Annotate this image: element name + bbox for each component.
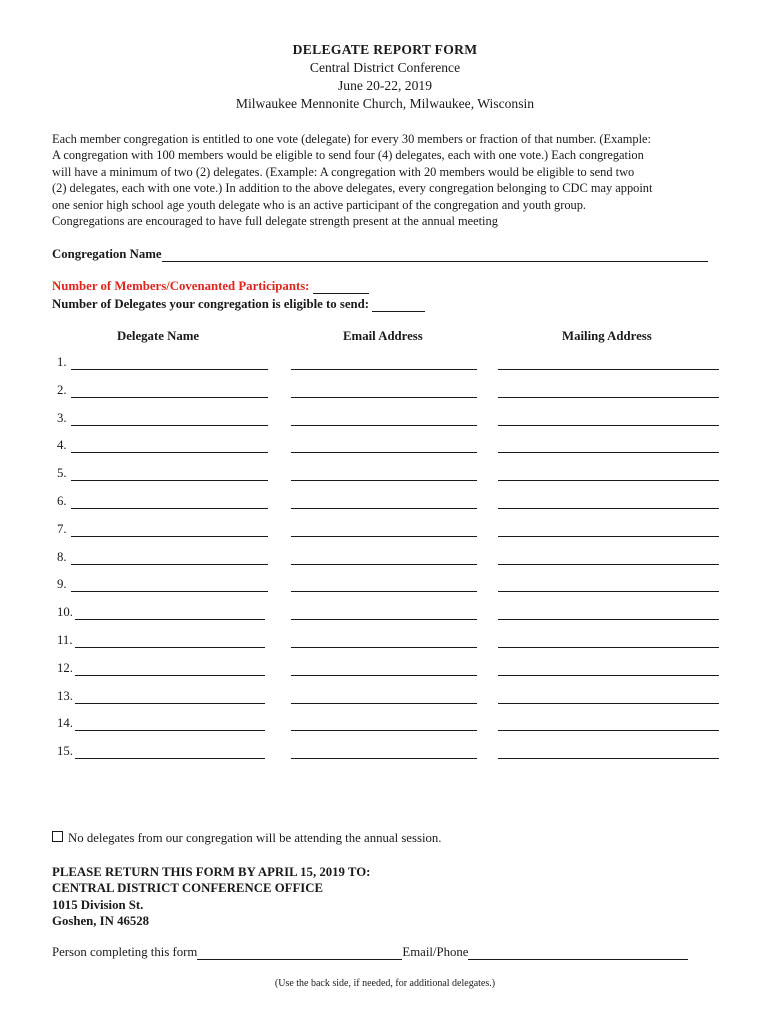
delegate-name-input[interactable] xyxy=(71,480,268,481)
row-number: 14. xyxy=(57,716,73,731)
mailing-address-input[interactable] xyxy=(498,452,719,453)
delegate-name-input[interactable] xyxy=(71,369,268,370)
members-field xyxy=(52,279,369,294)
row-number: 6. xyxy=(57,494,67,508)
mailing-address-input[interactable] xyxy=(498,730,719,731)
email-address-input[interactable] xyxy=(291,619,477,620)
delegate-name-input[interactable] xyxy=(71,564,268,565)
mailing-address-input[interactable] xyxy=(498,647,719,648)
delegate-row xyxy=(0,550,770,570)
intro-line: Each member congregation is entitled to one vote (delegate) for every 30 members or fraction of that number. (Example: xyxy=(52,132,652,146)
intro-line: Congregations are encouraged to have full delegate strength present at the annual meeting xyxy=(52,214,498,229)
no-delegates-checkbox[interactable] xyxy=(52,831,63,842)
delegate-name-input[interactable] xyxy=(75,647,265,648)
mailing-address-input[interactable] xyxy=(498,369,719,370)
form-title: DELEGATE REPORT FORM xyxy=(292,42,478,57)
mailing-address-input[interactable] xyxy=(498,619,719,620)
email-address-input[interactable] xyxy=(291,564,477,565)
members-input[interactable] xyxy=(313,280,369,294)
row-number: 9. xyxy=(57,577,67,592)
delegate-row xyxy=(0,494,770,514)
congregation-name-field xyxy=(52,247,708,262)
row-number: 2. xyxy=(57,382,67,397)
mailing-address-input[interactable] xyxy=(498,397,719,398)
no-delegates-label: No delegates from our congregation will be attending the annual session. xyxy=(68,831,442,845)
row-number: 13. xyxy=(57,688,73,703)
email-address-input[interactable] xyxy=(291,703,477,704)
email-address-input[interactable] xyxy=(291,369,477,370)
email-address-input[interactable] xyxy=(291,480,477,481)
mailing-address-input[interactable] xyxy=(498,758,719,759)
email-address-input[interactable] xyxy=(291,452,477,453)
conference-location: Milwaukee Mennonite Church, Milwaukee, Wisconsin xyxy=(235,96,535,111)
delegate-name-input[interactable] xyxy=(71,425,268,426)
email-phone-input[interactable] xyxy=(468,946,688,960)
delegate-name-input[interactable] xyxy=(71,536,268,537)
person-completing-field xyxy=(52,945,688,960)
return-office: CENTRAL DISTRICT CONFERENCE OFFICE xyxy=(52,881,324,896)
email-address-input[interactable] xyxy=(291,758,477,759)
mailing-address-input[interactable] xyxy=(498,591,719,592)
email-phone-label: Email/Phone xyxy=(402,945,469,959)
person-completing-label: Person completing this form xyxy=(52,945,198,959)
row-number: 10. xyxy=(57,605,73,620)
delegate-name-input[interactable] xyxy=(71,397,268,398)
row-number: 4. xyxy=(57,438,67,453)
delegate-row xyxy=(0,605,770,625)
delegate-row xyxy=(0,438,770,458)
row-number: 11. xyxy=(57,633,73,647)
back-side-note: (Use the back side, if needed, for additional delegates.) xyxy=(274,978,496,989)
delegate-row xyxy=(0,689,770,709)
email-address-input[interactable] xyxy=(291,675,477,676)
delegate-row xyxy=(0,355,770,375)
mailing-address-input[interactable] xyxy=(498,508,719,509)
return-address xyxy=(52,864,370,930)
return-city: Goshen, IN 46528 xyxy=(52,914,150,929)
row-number: 15. xyxy=(57,744,73,759)
row-number: 3. xyxy=(57,410,67,425)
members-label: Number of Members/Covenanted Participants: xyxy=(52,279,310,293)
form-header xyxy=(0,41,770,113)
email-address-input[interactable] xyxy=(291,647,477,648)
delegates-eligible-field xyxy=(52,297,425,312)
intro-paragraph xyxy=(52,131,722,229)
email-address-input[interactable] xyxy=(291,508,477,509)
intro-line: will have a minimum of two (2) delegates. (Example: A congregation with 20 members would be eligible to send two xyxy=(52,164,635,179)
row-number: 7. xyxy=(57,521,67,536)
mailing-address-input[interactable] xyxy=(498,536,719,537)
row-number: 12. xyxy=(57,660,73,675)
email-address-input[interactable] xyxy=(291,536,477,537)
delegate-row xyxy=(0,383,770,403)
delegate-name-input[interactable] xyxy=(71,508,268,509)
delegates-eligible-label: Number of Delegates your congregation is eligible to send: xyxy=(52,297,370,311)
delegate-row xyxy=(0,411,770,431)
delegate-name-input[interactable] xyxy=(75,730,265,731)
delegate-row xyxy=(0,466,770,486)
intro-line: (2) delegates, each with one vote.) In addition to the above delegates, every congregation belonging to CDC may appoint xyxy=(52,181,653,196)
delegate-row xyxy=(0,577,770,597)
delegate-name-input[interactable] xyxy=(71,591,268,592)
person-completing-input[interactable] xyxy=(197,946,402,960)
intro-line: one senior high school age youth delegate who is an active participant of the congregation and youth group. xyxy=(52,197,587,212)
column-header-delegate-name: Delegate Name xyxy=(117,329,200,343)
email-address-input[interactable] xyxy=(291,591,477,592)
delegate-name-input[interactable] xyxy=(75,758,265,759)
email-address-input[interactable] xyxy=(291,397,477,398)
delegate-row xyxy=(0,716,770,736)
conference-dates: June 20-22, 2019 xyxy=(337,78,432,93)
mailing-address-input[interactable] xyxy=(498,564,719,565)
column-header-mailing: Mailing Address xyxy=(562,329,652,343)
delegate-name-input[interactable] xyxy=(75,675,265,676)
mailing-address-input[interactable] xyxy=(498,425,719,426)
row-number: 1. xyxy=(57,355,67,369)
delegate-row xyxy=(0,633,770,653)
email-address-input[interactable] xyxy=(291,730,477,731)
delegates-eligible-input[interactable] xyxy=(372,298,425,312)
email-address-input[interactable] xyxy=(291,425,477,426)
congregation-name-input[interactable] xyxy=(162,248,708,262)
mailing-address-input[interactable] xyxy=(498,480,719,481)
no-delegates-option xyxy=(52,831,442,846)
row-number: 5. xyxy=(57,466,67,481)
delegate-name-input[interactable] xyxy=(75,703,265,704)
delegate-row xyxy=(0,744,770,764)
mailing-address-input[interactable] xyxy=(498,703,719,704)
return-street: 1015 Division St. xyxy=(52,897,144,912)
intro-line: A congregation with 100 members would be eligible to send four (4) delegates, each with one vote.) Each congregation xyxy=(52,148,644,163)
conference-name: Central District Conference xyxy=(309,60,461,75)
return-instruction: PLEASE RETURN THIS FORM BY APRIL 15, 2019 TO: xyxy=(52,865,371,879)
delegate-name-input[interactable] xyxy=(75,619,265,620)
column-header-email: Email Address xyxy=(343,329,423,343)
delegate-row xyxy=(0,661,770,681)
row-number: 8. xyxy=(57,549,67,564)
mailing-address-input[interactable] xyxy=(498,675,719,676)
delegate-row xyxy=(0,522,770,542)
congregation-name-label: Congregation Name xyxy=(52,247,162,261)
delegate-name-input[interactable] xyxy=(71,452,268,453)
